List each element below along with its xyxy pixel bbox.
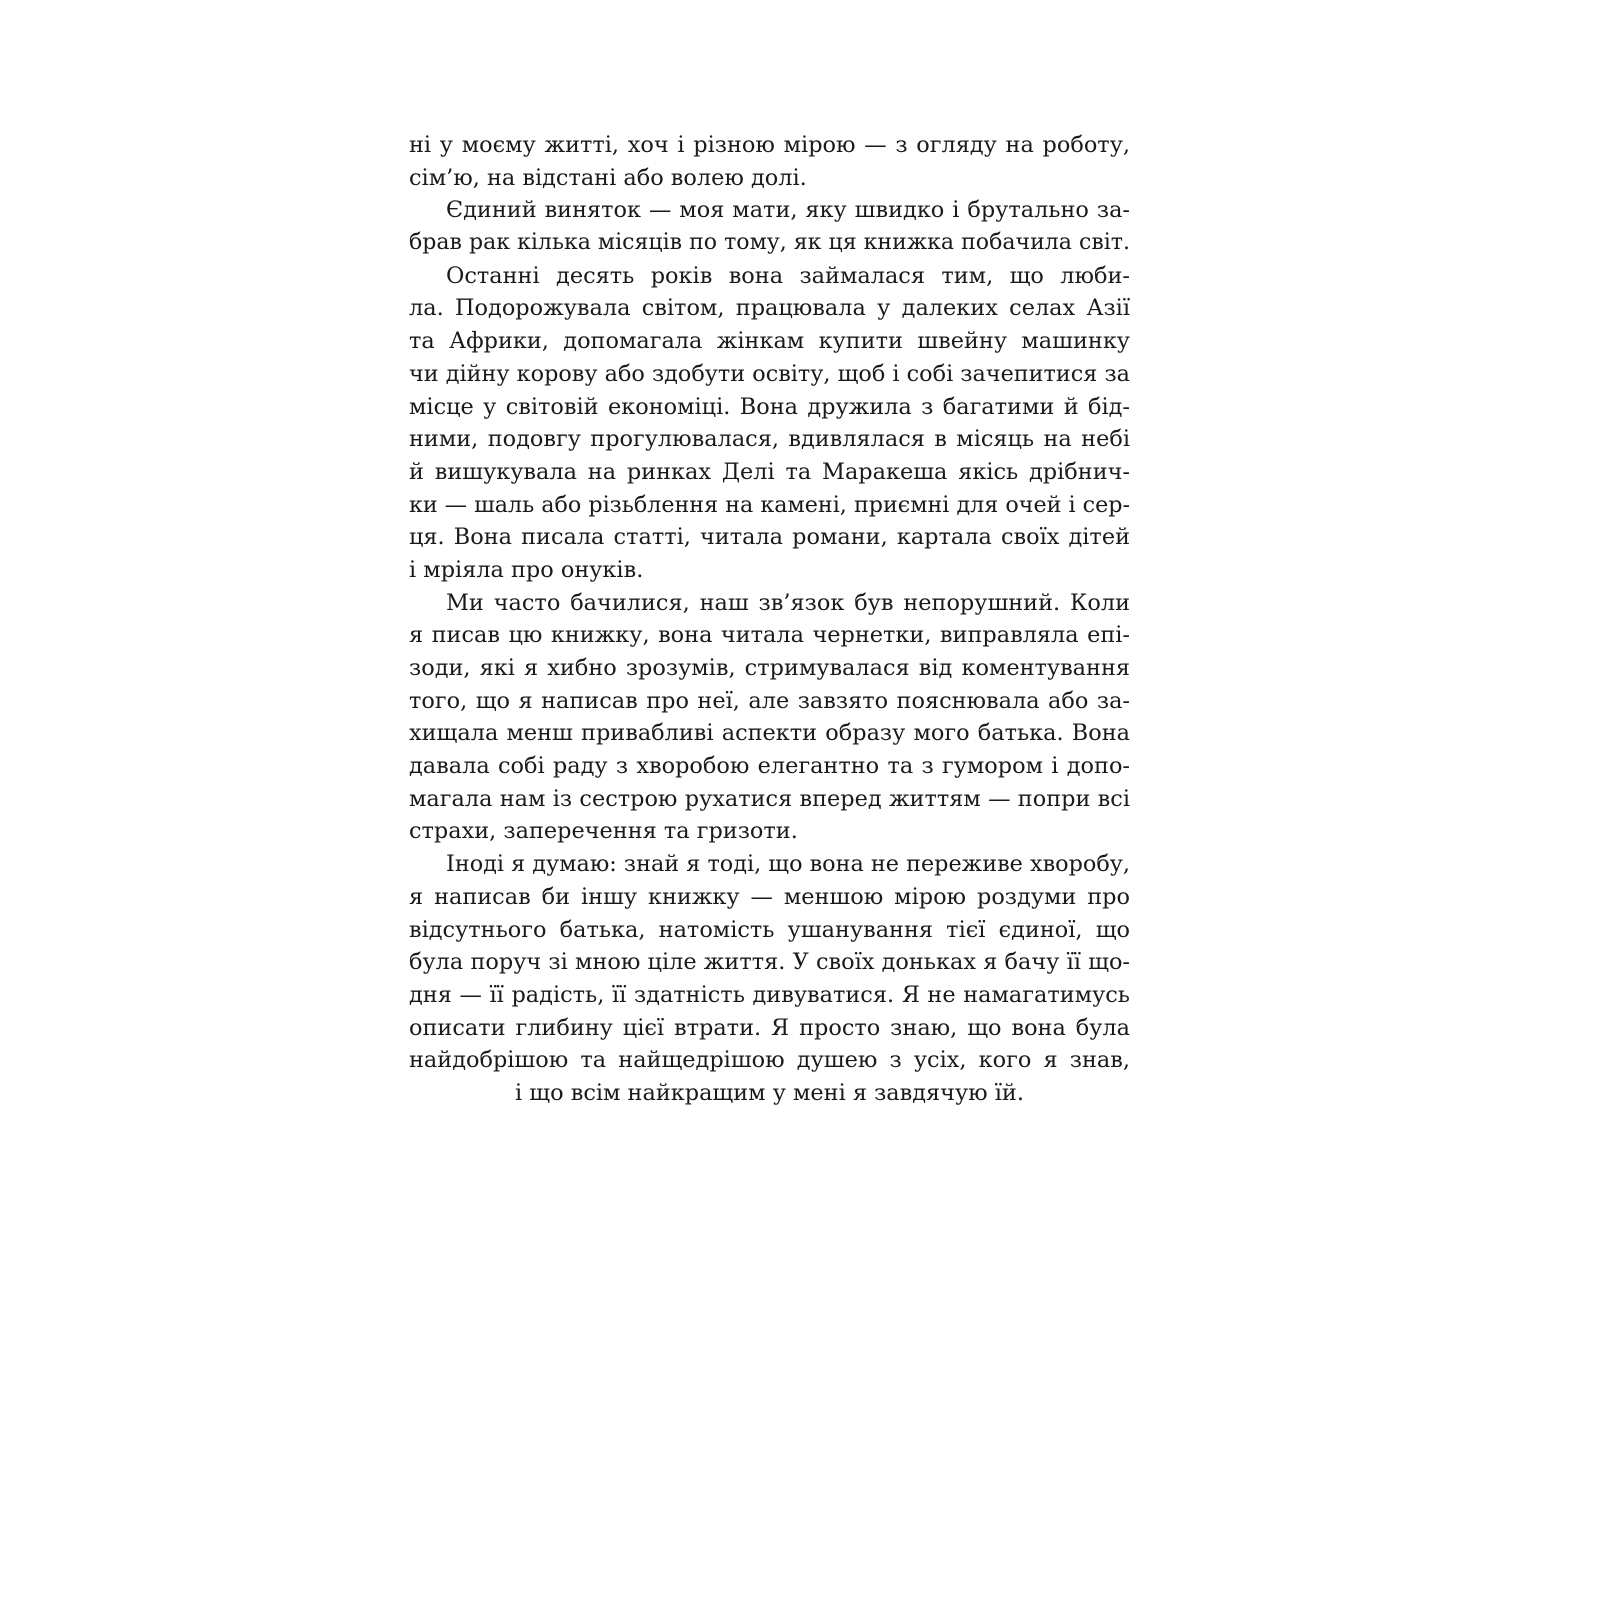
text-line: відсутнього батька, натомість ушанування тієї єдиної, що (409, 916, 1130, 943)
paragraph (409, 129, 1130, 194)
text-line: ця. Вона писала статті, читала романи, картала своїх дітей (409, 524, 1130, 551)
text-line: давала собі раду з хворобою елегантно та з гумором і допо- (409, 753, 1130, 780)
text-line: брав рак кілька місяців по тому, як ця книжка побачила світ. (409, 230, 1130, 256)
text-line: я написав би іншу книжку — меншою мірою роздуми про (409, 883, 1130, 910)
text-line: ні у моєму житті, хоч і різною мірою — з огляду на роботу, (409, 132, 1130, 158)
text-line: магала нам із сестрою рухатися вперед життям — попри всі (409, 785, 1130, 812)
text-line: ла. Подорожувала світом, працювала у далеких селах Азії (409, 295, 1130, 322)
closing-line: і що всім найкращим у мені я завдячую їй. (515, 1079, 1024, 1106)
paragraph (409, 848, 1130, 1077)
text-line: Ми часто бачилися, наш зв’язок був непорушний. Коли (446, 589, 1130, 616)
paragraph (409, 194, 1130, 259)
text-line: Останні десять років вона займалася тим, що люби- (446, 262, 1130, 289)
text-line: й вишукувала на ринках Делі та Маракеша якісь дрібнич- (409, 458, 1130, 485)
text-line: Єдиний виняток — моя мати, яку швидко і брутально за- (446, 197, 1130, 224)
paragraph (409, 260, 1130, 587)
text-line: ними, подовгу прогулювалася, вдивлялася в місяць на небі (409, 426, 1130, 453)
page-text (409, 129, 1130, 1110)
text-line: ки — шаль або різьблення на камені, приємні для очей і сер- (409, 491, 1130, 518)
text-line: найдобрішою та найщедрішою душею з усіх, кого я знав, (409, 1047, 1130, 1074)
text-line: страхи, заперечення та гризоти. (409, 818, 798, 845)
text-line: описати глибину цієї втрати. Я просто знаю, що вона була (409, 1014, 1130, 1041)
text-line: і мріяла про онуків. (409, 556, 644, 583)
text-line: була поруч зі мною ціле життя. У своїх доньках я бачу її що- (409, 949, 1130, 976)
text-line: зоди, які я хибно зрозумів, стримувалася від коментування (409, 655, 1130, 681)
text-line: Іноді я думаю: знай я тоді, що вона не переживе хворобу, (446, 851, 1130, 878)
text-line: хищала менш привабливі аспекти образу мого батька. Вона (409, 720, 1130, 747)
text-line: чи дійну корову або здобути освіту, щоб і собі зачепитися за (409, 360, 1130, 387)
text-line: я писав цю книжку, вона читала чернетки, виправляла епі- (409, 622, 1130, 649)
text-line: сім’ю, на відстані або волею долі. (409, 164, 807, 191)
text-line: та Африки, допомагала жінкам купити швейну машинку (409, 328, 1130, 355)
text-line: дня — її радість, її здатність дивуватися. Я не намагатимусь (409, 981, 1130, 1008)
paragraph (409, 587, 1130, 849)
text-line: того, що я написав про неї, але завзято пояснювала або за- (409, 687, 1130, 714)
text-line: місце у світовій економіці. Вона дружила з багатими й бід- (409, 393, 1130, 420)
